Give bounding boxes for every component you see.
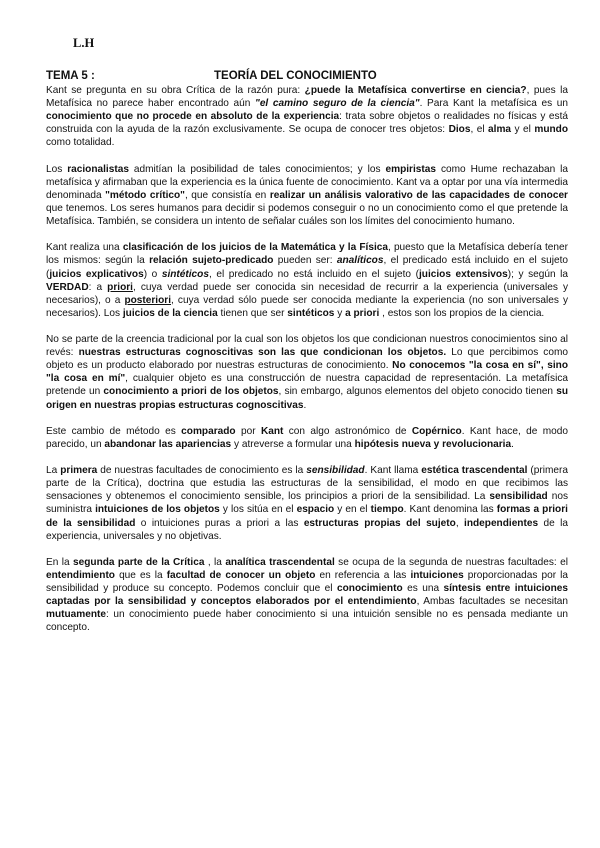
emphasis-text: clasificación de los juicios de la Matemática y la Física — [122, 242, 388, 254]
emphasis-text: juicios explicativos — [49, 268, 144, 280]
text-run: (primera parte de la Crítica), doctrina que estudia las estructuras de la sensibilidad, el modo en que recibimos las sensaciones y obtenemos el conocimiento sensible, los principios a priori de la sensibilidad. La — [46, 465, 568, 503]
emphasis-text: comparado — [181, 425, 236, 437]
emphasis-text: facultad de conocer un objeto — [166, 570, 316, 582]
emphasis-text: tiempo — [370, 504, 404, 516]
text-run: Lo que percibimos como objeto es un producto elaborado por nuestras estructuras de conocimiento. — [46, 347, 568, 372]
emphasis-text: Kant — [260, 425, 284, 437]
text-run: . Kant hace, de modo parecido, un — [46, 425, 568, 450]
emphasis-text: conocimiento que no procede en absoluto de la experiencia — [46, 111, 340, 123]
emphasis-text: sintéticos — [287, 307, 335, 319]
text-run: . — [511, 438, 514, 450]
emphasis-text: mutuamente — [46, 609, 107, 621]
text-run: , la — [204, 556, 226, 568]
text-run: Los — [46, 163, 68, 175]
emphasis-text: posteriori — [124, 294, 172, 306]
text-run: , que consistía en — [184, 189, 270, 201]
emphasis-text: hipótesis nueva y revolucionaria — [354, 438, 512, 450]
emphasis-text: realizar un análisis valorativo de las capacidades de conocer — [269, 189, 568, 201]
emphasis-text: formas a priori de la sensibilidad — [46, 504, 568, 529]
emphasis-text: racionalistas — [67, 163, 129, 175]
text-run: de nuestras facultades de conocimiento es la — [97, 465, 307, 477]
text-run: y — [334, 307, 346, 319]
emphasis-text: intuiciones — [410, 570, 464, 582]
emphasis-text: ¿puede la Metafísica convertirse en ciencia? — [304, 85, 527, 96]
text-run: de la experiencia, universales y no objetivas. — [46, 517, 568, 542]
text-run: . Para Kant la metafísica es un — [419, 98, 568, 110]
topic-label: TEMA 5 : — [46, 70, 95, 82]
text-run: Este cambio de método es — [46, 425, 182, 437]
emphasis-text: sintéticos — [161, 268, 209, 280]
text-run: En la — [46, 556, 74, 568]
emphasis-text: priori — [107, 281, 133, 293]
text-run: y los sitúa en el — [219, 504, 297, 516]
emphasis-text: sensibilidad — [489, 491, 548, 503]
emphasis-text: síntesis entre intuiciones captadas por la sensibilidad y conceptos elaborados por el entendimiento — [46, 583, 568, 608]
text-run: . Kant denomina las — [403, 504, 497, 516]
emphasis-text: empiristas — [385, 163, 436, 175]
document-title: TEORÍA DEL CONOCIMIENTO — [214, 70, 377, 82]
emphasis-text: mundo — [534, 124, 568, 136]
emphasis-text: alma — [488, 124, 512, 136]
emphasis-text: independientes — [464, 517, 539, 529]
text-run: , cualquier objeto es una construcción de nuestra capacidad de representación. La metafísica pretende un — [46, 373, 568, 398]
text-run: y el — [511, 124, 535, 136]
text-run: , el predicado no está incluido en el sujeto ( — [208, 268, 419, 280]
emphasis-text: sensibilidad — [306, 465, 365, 477]
text-run: y atreverse a formular una — [231, 438, 355, 450]
text-run: , el — [470, 124, 489, 136]
emphasis-text: entendimiento — [46, 570, 115, 582]
text-run: en referencia a las — [315, 570, 411, 582]
text-run: , — [455, 517, 465, 529]
emphasis-text: relación sujeto-predicado — [149, 255, 274, 267]
body-text — [46, 84, 568, 648]
emphasis-text: analíticos — [336, 255, 384, 267]
text-run: nos suministra — [46, 491, 568, 516]
paragraph — [46, 84, 568, 149]
text-run: , Ambas facultades se necesitan — [416, 596, 569, 608]
text-run: que tenemos. Los seres humanos para decidir si podemos conseguir o no un conocimiento como el que pretende la Metafísica. También, se considera un intento de señalar cuáles son los límites del conocimiento humano. — [46, 202, 568, 228]
text-run: se ocupa de la segunda de nuestras facultades: el — [334, 556, 568, 568]
emphasis-text: "método crítico" — [105, 189, 185, 201]
emphasis-text: analítica trascendental — [225, 556, 335, 568]
text-run: : trata sobre objetos o realidades no físicas y está construida con la ayuda de la razón exclusivamente. Se ocupa de conocer tres objetos: — [46, 111, 568, 136]
emphasis-text: Dios — [448, 124, 471, 136]
paragraph — [46, 464, 568, 543]
text-run: admitían la posibilidad de tales conocimientos; y los — [128, 163, 386, 175]
emphasis-text: Copérnico — [411, 425, 462, 437]
text-run: Kant se pregunta en su obra Crítica de la razón pura: — [46, 85, 305, 96]
text-run: por — [235, 425, 261, 437]
emphasis-text: "el camino seguro de la ciencia" — [255, 98, 420, 110]
emphasis-text: conocimiento a priori de los objetos — [103, 386, 279, 398]
text-run: o intuiciones puras a priori a las — [135, 517, 304, 529]
emphasis-text: estructuras propias del sujeto — [303, 517, 456, 529]
text-run: . — [303, 399, 307, 411]
text-run: , puesto que la Metafísica debería tener los mismos: según la — [46, 242, 568, 267]
text-run: , estos son los propios de la ciencia. — [379, 307, 545, 319]
text-run: , el predicado está incluido en el sujeto ( — [46, 255, 568, 280]
emphasis-text: estética trascendental — [421, 465, 528, 477]
text-run: como totalidad. — [46, 137, 115, 149]
text-run: que es la — [114, 570, 167, 582]
paragraph — [46, 425, 568, 451]
text-run: y en el — [334, 504, 371, 516]
text-run: es una — [402, 583, 444, 595]
text-run: La — [46, 465, 61, 477]
emphasis-text: VERDAD — [46, 281, 89, 293]
emphasis-text: segunda parte de la Crítica — [73, 556, 205, 568]
emphasis-text: su origen en nuestras propias estructuras cognoscitivas — [46, 386, 568, 411]
text-run: , cuya verdad sólo puede ser conocida mediante la experiencia (no son universales y necesarios). Los — [46, 294, 568, 319]
emphasis-text: abandonar las apariencias — [104, 438, 232, 450]
text-run: ); y según la — [507, 268, 568, 280]
text-run: , sin embargo, algunos elementos del objeto conocido tienen — [278, 386, 557, 398]
text-run: tienen que ser — [217, 307, 288, 319]
paragraph — [46, 333, 568, 412]
text-run: , cuya verdad puede ser conocida sin necesidad de recurrir a la experiencia (universales y necesarios), o a — [46, 281, 568, 306]
emphasis-text: nuestras estructuras cognoscitivas son las que condicionan los objetos. — [78, 347, 447, 359]
text-run: : un conocimiento puede haber conocimiento si una intuición sensible no es pensada mediante un concepto. — [46, 609, 568, 634]
text-run: : a — [88, 281, 108, 293]
emphasis-text: a priori — [345, 307, 380, 319]
paragraph — [46, 241, 568, 320]
paragraph — [46, 556, 568, 635]
emphasis-text: intuiciones de los objetos — [95, 504, 220, 516]
text-run: proporcionadas por la sensibilidad y produce su concepto. Podemos concluir que el — [46, 570, 568, 595]
text-run: como Hume rechazaban la metafísica y afirmaban que la experiencia es la única fuente de conocimiento. Kant va a optar por una vía intermedia denominada — [46, 163, 568, 201]
text-run: ) o — [143, 268, 162, 280]
emphasis-text: conocimiento — [337, 583, 403, 595]
author-initials: L.H — [73, 36, 95, 50]
text-run: . Kant llama — [364, 465, 422, 477]
text-run: Kant realiza una — [46, 242, 123, 254]
emphasis-text: juicios extensivos — [418, 268, 508, 280]
text-run: con algo astronómico de — [283, 425, 412, 437]
emphasis-text: juicios de la ciencia — [122, 307, 218, 319]
text-run: No se parte de la creencia tradicional por la cual son los objetos los que condicionan nuestros conocimientos sino al revés: — [46, 334, 568, 359]
emphasis-text: No conocemos "la cosa en sí", sino "la cosa en mí" — [46, 360, 568, 385]
paragraph — [46, 163, 568, 228]
emphasis-text: primera — [60, 465, 98, 477]
text-run: pueden ser: — [273, 255, 337, 267]
text-run: , pues la Metafísica no parece haber encontrado aún — [46, 85, 568, 110]
emphasis-text: espacio — [296, 504, 335, 516]
